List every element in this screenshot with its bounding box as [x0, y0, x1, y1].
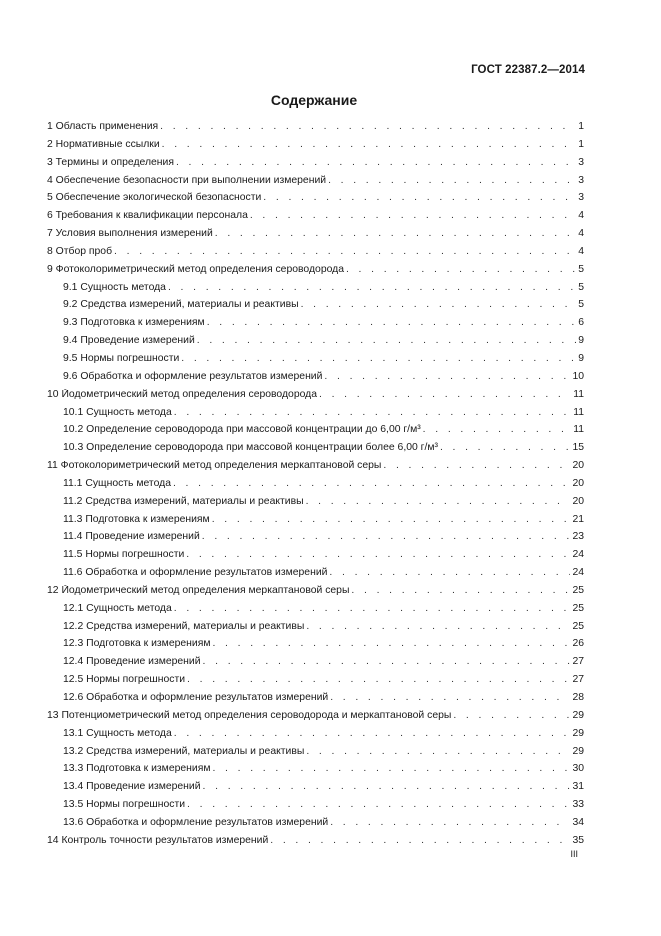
toc-dot-leader — [440, 442, 570, 453]
toc-entry-page: 11 — [573, 406, 584, 418]
toc-entry-page: 29 — [572, 727, 584, 739]
toc-entry-title: 11.3 Подготовка к измерениям — [63, 513, 210, 525]
toc-entry-title: 12 Йодометрический метод определения меркаптановой серы — [47, 584, 350, 596]
toc-dot-leader — [203, 656, 571, 667]
toc-entry[interactable] — [47, 692, 584, 710]
toc-entry-page: 9 — [578, 352, 584, 364]
toc-dot-leader — [176, 157, 576, 168]
toc-entry[interactable] — [47, 353, 584, 371]
toc-dot-leader — [162, 139, 577, 150]
toc-entry-page: 25 — [572, 584, 584, 596]
toc-entry-page: 27 — [572, 674, 584, 686]
toc-entry-title: 10.3 Определение сероводорода при массовой концентрации более 6,00 г/м³ — [63, 442, 438, 454]
toc-entry[interactable] — [47, 531, 584, 549]
toc-entry-title: 9.3 Подготовка к измерениям — [63, 317, 205, 329]
toc-entry[interactable] — [47, 299, 584, 317]
toc-entry[interactable] — [47, 210, 584, 228]
toc-entry-title: 13.4 Проведение измерений — [63, 781, 201, 793]
toc-dot-leader — [306, 746, 570, 757]
toc-entry[interactable] — [47, 157, 584, 175]
toc-dot-leader — [263, 192, 576, 203]
toc-dot-leader — [215, 228, 576, 239]
toc-dot-leader — [174, 728, 571, 739]
toc-entry[interactable] — [47, 549, 584, 567]
document-code: ГОСТ 22387.2—2014 — [471, 64, 585, 76]
toc-dot-leader — [250, 210, 576, 221]
toc-entry-page: 3 — [578, 192, 584, 204]
toc-entry[interactable] — [47, 728, 584, 746]
toc-entry-title: 12.4 Проведение измерений — [63, 656, 201, 668]
toc-entry[interactable] — [47, 763, 584, 781]
toc-entry-title: 12.5 Нормы погрешности — [63, 674, 186, 686]
toc-dot-leader — [168, 282, 576, 293]
toc-entry-page: 20 — [572, 460, 584, 472]
toc-entry-title: 13.6 Обработка и оформление результатов измерений — [63, 816, 329, 828]
toc-entry[interactable] — [47, 282, 584, 300]
toc-entry[interactable] — [47, 228, 584, 246]
toc-dot-leader — [423, 424, 572, 435]
toc-entry[interactable] — [47, 746, 584, 764]
toc-entry[interactable] — [47, 496, 584, 514]
toc-entry[interactable] — [47, 478, 584, 496]
toc-entry-title: 11.5 Нормы погрешности — [63, 549, 185, 561]
toc-dot-leader — [306, 496, 571, 507]
toc-entry-title: 9 Фотоколориметрический метод определения сероводорода — [47, 263, 344, 275]
toc-dot-leader — [174, 407, 571, 418]
toc-entry-page: 3 — [578, 156, 584, 168]
toc-entry-page: 25 — [572, 620, 584, 632]
toc-entry-page: 23 — [572, 531, 584, 543]
toc-entry-page: 11 — [573, 424, 584, 436]
toc-dot-leader — [212, 638, 570, 649]
toc-entry-title: 10.2 Определение сероводорода при массовой концентрации до 6,00 г/м³ — [63, 424, 421, 436]
toc-dot-leader — [270, 835, 570, 846]
toc-entry-page: 34 — [572, 816, 584, 828]
toc-entry-page: 25 — [572, 602, 584, 614]
toc-entry-page: 21 — [572, 513, 584, 525]
toc-entry-title: 6 Требования к квалификации персонала — [47, 210, 248, 222]
toc-entry[interactable] — [47, 638, 584, 656]
page-number: III — [570, 849, 578, 859]
toc-entry[interactable] — [47, 192, 584, 210]
toc-dot-leader — [383, 460, 570, 471]
toc-entry-title: 9.4 Проведение измерений — [63, 335, 195, 347]
toc-dot-leader — [324, 371, 570, 382]
toc-entry-title: 14 Контроль точности результатов измерений — [47, 834, 269, 846]
toc-entry[interactable] — [47, 175, 584, 193]
toc-entry-page: 20 — [572, 495, 584, 507]
toc-entry-page: 24 — [572, 549, 584, 561]
toc-entry-page: 26 — [572, 638, 584, 650]
toc-entry-page: 4 — [578, 210, 584, 222]
toc-entry-page: 10 — [572, 370, 584, 382]
toc-dot-leader — [329, 567, 570, 578]
toc-entry-page: 5 — [578, 281, 584, 293]
toc-dot-leader — [186, 549, 570, 560]
toc-dot-leader — [212, 763, 570, 774]
toc-entry[interactable] — [47, 335, 584, 353]
toc-entry[interactable] — [47, 424, 584, 442]
toc-entry-title: 9.5 Нормы погрешности — [63, 352, 180, 364]
toc-entry-page: 5 — [578, 299, 584, 311]
toc-dot-leader — [351, 585, 570, 596]
toc-dot-leader — [301, 299, 577, 310]
toc-entry-title: 12.6 Обработка и оформление результатов измерений — [63, 692, 329, 703]
toc-dot-leader — [181, 353, 576, 364]
toc-entry[interactable] — [47, 835, 584, 853]
toc-entry-title: 11 Фотоколориметрический метод определения меркаптановой серы — [47, 460, 382, 472]
toc-entry[interactable] — [47, 317, 584, 335]
toc-entry-title: 11.6 Обработка и оформление результатов измерений — [63, 567, 328, 579]
toc-entry-title: 13.3 Подготовка к измерениям — [63, 763, 211, 775]
toc-entry[interactable] — [47, 567, 584, 585]
toc-dot-leader — [330, 692, 570, 703]
toc-entry-page: 4 — [578, 245, 584, 257]
toc-entry[interactable] — [47, 246, 584, 264]
toc-entry-title: 12.2 Средства измерений, материалы и реактивы — [63, 620, 305, 632]
toc-entry-page: 4 — [578, 228, 584, 240]
toc-dot-leader — [187, 799, 570, 810]
toc-entry-page: 24 — [572, 567, 584, 579]
toc-entry-title: 9.1 Сущность метода — [63, 281, 166, 293]
toc-entry-title: 8 Отбор проб — [47, 245, 113, 257]
toc-entry-page: 29 — [572, 745, 584, 757]
toc-entry-page: 3 — [578, 174, 584, 186]
toc-entry-title: 11.1 Сущность метода — [63, 477, 171, 489]
toc-dot-leader — [453, 710, 570, 721]
toc-dot-leader — [197, 335, 576, 346]
toc-entry[interactable] — [47, 674, 584, 692]
toc-entry-title: 1 Область применения — [47, 121, 159, 132]
toc-entry-page: 27 — [572, 656, 584, 668]
toc-entry-page: 1 — [578, 138, 584, 150]
toc-entry-title: 9.2 Средства измерений, материалы и реактивы — [63, 299, 299, 311]
toc-dot-leader — [330, 817, 570, 828]
toc-dot-leader — [203, 781, 571, 792]
toc-entry-title: 3 Термины и определения — [47, 156, 174, 168]
toc-entry-page: 20 — [572, 477, 584, 489]
toc-entry[interactable] — [47, 585, 584, 603]
toc-entry-title: 10.1 Сущность метода — [63, 406, 172, 418]
toc-entry-page: 31 — [572, 781, 584, 793]
toc-entry-page: 6 — [578, 317, 584, 329]
toc-dot-leader — [174, 603, 571, 614]
toc-entry[interactable] — [47, 514, 584, 532]
toc-entry[interactable] — [47, 389, 584, 407]
toc-entry-title: 12.1 Сущность метода — [63, 602, 172, 614]
toc-entry[interactable] — [47, 817, 584, 835]
toc-entry[interactable] — [47, 407, 584, 425]
toc-entry-page: 29 — [572, 709, 584, 721]
toc-entry[interactable] — [47, 799, 584, 817]
toc-entry-title: 10 Йодометрический метод определения сероводорода — [47, 388, 317, 400]
toc-entry-title: 5 Обеспечение экологической безопасности — [47, 192, 262, 204]
toc-entry[interactable] — [47, 139, 584, 157]
toc-entry[interactable] — [47, 603, 584, 621]
toc-dot-leader — [207, 317, 577, 328]
toc-dot-leader — [306, 621, 570, 632]
toc-entry[interactable] — [47, 621, 584, 639]
toc-entry-title: 12.3 Подготовка к измерениям — [63, 638, 211, 650]
table-of-contents — [47, 121, 584, 853]
toc-entry-title: 13.1 Сущность метода — [63, 727, 172, 739]
toc-entry[interactable] — [47, 656, 584, 674]
page-title: Содержание — [270, 92, 358, 108]
toc-dot-leader — [114, 246, 576, 257]
toc-entry-title: 11.4 Проведение измерений — [63, 531, 200, 543]
toc-entry[interactable] — [47, 121, 584, 139]
toc-entry-page: 15 — [572, 442, 584, 454]
toc-entry[interactable] — [47, 371, 584, 389]
toc-entry-title: 13.5 Нормы погрешности — [63, 799, 186, 811]
toc-entry-title: 13 Потенциометрический метод определения сероводорода и меркаптановой серы — [47, 709, 452, 721]
toc-dot-leader — [202, 531, 571, 542]
toc-entry-page: 30 — [572, 763, 584, 775]
toc-entry-page: 1 — [578, 121, 584, 132]
toc-dot-leader — [173, 478, 570, 489]
toc-entry[interactable] — [47, 264, 584, 282]
toc-entry[interactable] — [47, 781, 584, 799]
toc-entry-page: 11 — [573, 388, 584, 400]
toc-entry-page: 9 — [578, 335, 584, 347]
toc-entry-page: 33 — [572, 799, 584, 811]
toc-dot-leader — [212, 514, 571, 525]
toc-entry-page: 35 — [572, 834, 584, 846]
toc-entry-title: 4 Обеспечение безопасности при выполнении измерений — [47, 174, 327, 186]
toc-entry-title: 11.2 Средства измерений, материалы и реактивы — [63, 495, 304, 507]
toc-entry-title: 7 Условия выполнения измерений — [47, 228, 213, 240]
toc-entry-title: 13.2 Средства измерений, материалы и реактивы — [63, 745, 305, 757]
toc-dot-leader — [319, 389, 571, 400]
toc-entry[interactable] — [47, 460, 584, 478]
toc-entry-title: 2 Нормативные ссылки — [47, 138, 160, 150]
toc-entry[interactable] — [47, 442, 584, 460]
toc-entry-page: 28 — [572, 692, 584, 703]
toc-entry-title: 9.6 Обработка и оформление результатов измерений — [63, 370, 323, 382]
toc-entry-page: 5 — [578, 263, 584, 275]
toc-dot-leader — [346, 264, 576, 275]
toc-dot-leader — [160, 121, 576, 132]
toc-entry[interactable] — [47, 710, 584, 728]
toc-dot-leader — [328, 175, 576, 186]
toc-dot-leader — [187, 674, 570, 685]
